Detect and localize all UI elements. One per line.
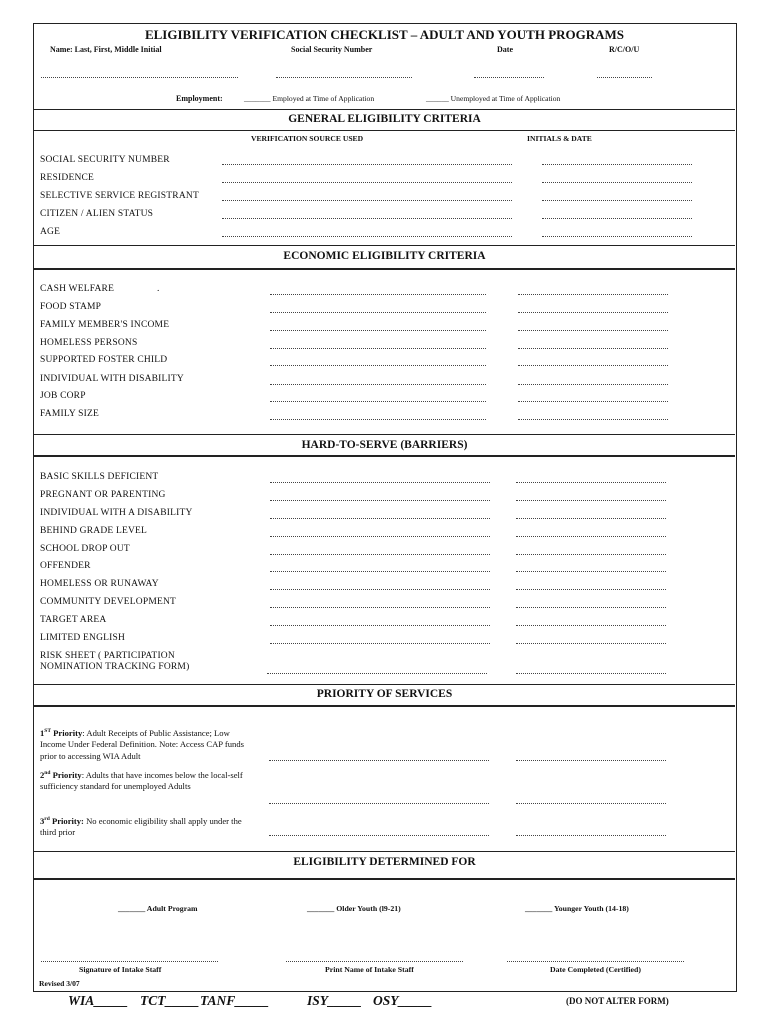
divider — [34, 268, 735, 270]
barrier-item: COMMUNITY DEVELOPMENT — [40, 597, 177, 607]
initials-field[interactable] — [516, 518, 666, 519]
initials-field[interactable] — [518, 330, 668, 331]
unemployed-option[interactable]: ______ Unemployed at Time of Application — [426, 94, 561, 103]
economic-item: JOB CORP — [40, 391, 86, 401]
name-field[interactable] — [41, 77, 238, 78]
economic-item: SUPPORTED FOSTER CHILD — [40, 355, 168, 365]
divider — [34, 705, 735, 707]
verification-field[interactable] — [267, 673, 487, 674]
general-item: CITIZEN / ALIEN STATUS — [40, 209, 154, 219]
risk-sheet-line2: NOMINATION TRACKING FORM) — [40, 662, 190, 672]
economic-item: FAMILY SIZE — [40, 409, 100, 419]
verification-field[interactable] — [270, 312, 486, 313]
print-name-label: Print Name of Intake Staff — [325, 965, 414, 974]
wia-field[interactable]: WIA_____ — [68, 993, 129, 1008]
stray-mark: . — [157, 284, 160, 294]
verification-field[interactable] — [270, 365, 486, 366]
economic-item: CASH WELFARE — [40, 284, 115, 294]
initials-field[interactable] — [518, 384, 668, 385]
initials-field[interactable] — [516, 607, 666, 608]
do-not-alter-note: (DO NOT ALTER FORM) — [566, 996, 669, 1006]
divider — [34, 851, 735, 852]
form-title: ELIGIBILITY VERIFICATION CHECKLIST – ADULT AND YOUTH PROGRAMS — [144, 27, 625, 42]
initials-field[interactable] — [518, 312, 668, 313]
verification-field[interactable] — [270, 500, 490, 501]
verification-field[interactable] — [270, 384, 486, 385]
verification-field[interactable] — [270, 607, 490, 608]
younger-youth-option[interactable]: _______ Younger Youth (14-18) — [525, 904, 629, 913]
barrier-item: TARGET AREA — [40, 615, 107, 625]
determined-heading: ELIGIBILITY DETERMINED FOR — [293, 856, 476, 868]
general-item: RESIDENCE — [40, 173, 95, 183]
rcou-label: R/C/O/U — [609, 45, 640, 54]
risk-sheet-line1: RISK SHEET ( PARTICIPATION — [40, 651, 175, 661]
divider — [34, 684, 735, 685]
verification-field[interactable] — [270, 482, 490, 483]
priority-3-text: 3rd Priority: No economic eligibility shall apply under the third prior — [40, 815, 242, 838]
general-item: SELECTIVE SERVICE REGISTRANT — [40, 191, 199, 201]
revised-date: Revised 3/07 — [39, 979, 80, 988]
verification-field[interactable] — [270, 571, 490, 572]
col-initials-date: INITIALS & DATE — [527, 134, 592, 143]
employment-label: Employment: — [176, 94, 223, 103]
verification-field[interactable] — [222, 182, 512, 183]
initials-field[interactable] — [516, 835, 666, 836]
economic-item: HOMELESS PERSONS — [40, 338, 138, 348]
verification-field[interactable] — [270, 348, 486, 349]
initials-field[interactable] — [516, 803, 666, 804]
barrier-item: SCHOOL DROP OUT — [40, 544, 130, 554]
verification-field[interactable] — [222, 200, 512, 201]
adult-program-option[interactable]: _______ Adult Program — [118, 904, 198, 913]
verification-field[interactable] — [270, 330, 486, 331]
employed-option[interactable]: _______ Employed at Time of Application — [244, 94, 375, 103]
verification-field[interactable] — [270, 589, 490, 590]
signature-label: Signature of Intake Staff — [79, 965, 162, 974]
divider — [34, 245, 735, 246]
verification-field[interactable] — [222, 218, 512, 219]
economic-item: FOOD STAMP — [40, 302, 102, 312]
isy-field[interactable]: ISY_____ — [307, 993, 362, 1008]
initials-field[interactable] — [542, 236, 692, 237]
barrier-item: BASIC SKILLS DEFICIENT — [40, 472, 159, 482]
verification-field[interactable] — [269, 760, 489, 761]
verification-field[interactable] — [270, 554, 490, 555]
osy-field[interactable]: OSY_____ — [373, 993, 433, 1008]
verification-field[interactable] — [270, 419, 486, 420]
ssn-label: Social Security Number — [291, 45, 373, 54]
verification-field[interactable] — [270, 643, 490, 644]
rcou-field[interactable] — [597, 77, 652, 78]
general-heading: GENERAL ELIGIBILITY CRITERIA — [288, 113, 481, 125]
date-completed-field[interactable] — [507, 961, 684, 962]
initials-field[interactable] — [518, 365, 668, 366]
divider — [34, 130, 735, 131]
priority-1-text: 1ST Priority: Adult Receipts of Public Assistance; Low Income Under Federal Definition. Note: Access CAP funds prior to accessing WIA Adult — [40, 727, 244, 761]
initials-field[interactable] — [516, 482, 666, 483]
priority-2-text: 2nd Priority: Adults that have incomes below the local-self sufficiency standard for unemployed Adults — [40, 769, 243, 792]
verification-field[interactable] — [269, 835, 489, 836]
print-name-field[interactable] — [286, 961, 463, 962]
barrier-item: OFFENDER — [40, 561, 91, 571]
priority-heading: PRIORITY OF SERVICES — [316, 688, 453, 700]
signature-field[interactable] — [41, 961, 218, 962]
verification-field[interactable] — [222, 164, 512, 165]
older-youth-option[interactable]: _______ Older Youth (l9-21) — [307, 904, 401, 913]
divider — [34, 109, 735, 110]
ssn-field[interactable] — [276, 77, 412, 78]
initials-field[interactable] — [542, 200, 692, 201]
general-item: AGE — [40, 227, 61, 237]
barrier-item: PREGNANT OR PARENTING — [40, 490, 166, 500]
initials-field[interactable] — [516, 589, 666, 590]
barrier-item: INDIVIDUAL WITH A DISABILITY — [40, 508, 193, 518]
name-label: Name: Last, First, Middle Initial — [50, 45, 162, 54]
initials-field[interactable] — [516, 673, 666, 674]
tanf-field[interactable]: TANF_____ — [200, 993, 270, 1008]
initials-field[interactable] — [516, 625, 666, 626]
initials-field[interactable] — [516, 500, 666, 501]
initials-field[interactable] — [542, 218, 692, 219]
divider — [34, 878, 735, 880]
barrier-item: BEHIND GRADE LEVEL — [40, 526, 148, 536]
verification-field[interactable] — [270, 536, 490, 537]
verification-field[interactable] — [270, 625, 490, 626]
initials-field[interactable] — [542, 164, 692, 165]
barrier-item: LIMITED ENGLISH — [40, 633, 126, 643]
general-item: SOCIAL SECURITY NUMBER — [40, 155, 170, 165]
initials-field[interactable] — [518, 401, 668, 402]
eligibility-form — [33, 23, 737, 992]
date-field[interactable] — [474, 77, 544, 78]
initials-field[interactable] — [516, 760, 666, 761]
verification-field[interactable] — [222, 236, 512, 237]
initials-field[interactable] — [518, 419, 668, 420]
economic-item: FAMILY MEMBER'S INCOME — [40, 320, 170, 330]
date-label: Date — [497, 45, 513, 54]
barriers-heading: HARD-TO-SERVE (BARRIERS) — [301, 439, 468, 451]
initials-field[interactable] — [518, 294, 668, 295]
initials-field[interactable] — [542, 182, 692, 183]
divider — [34, 455, 735, 457]
col-verification-source: VERIFICATION SOURCE USED — [251, 134, 364, 143]
divider — [34, 434, 735, 435]
tct-field[interactable]: TCT_____ — [140, 993, 200, 1008]
date-completed-label: Date Completed (Certified) — [550, 965, 641, 974]
verification-field[interactable] — [270, 518, 490, 519]
economic-item: INDIVIDUAL WITH DISABILITY — [40, 374, 184, 384]
initials-field[interactable] — [516, 571, 666, 572]
economic-heading: ECONOMIC ELIGIBILITY CRITERIA — [283, 250, 486, 262]
initials-field[interactable] — [516, 554, 666, 555]
verification-field[interactable] — [269, 803, 489, 804]
initials-field[interactable] — [518, 348, 668, 349]
verification-field[interactable] — [270, 401, 486, 402]
initials-field[interactable] — [516, 643, 666, 644]
verification-field[interactable] — [270, 294, 486, 295]
barrier-item: HOMELESS OR RUNAWAY — [40, 579, 159, 589]
initials-field[interactable] — [516, 536, 666, 537]
